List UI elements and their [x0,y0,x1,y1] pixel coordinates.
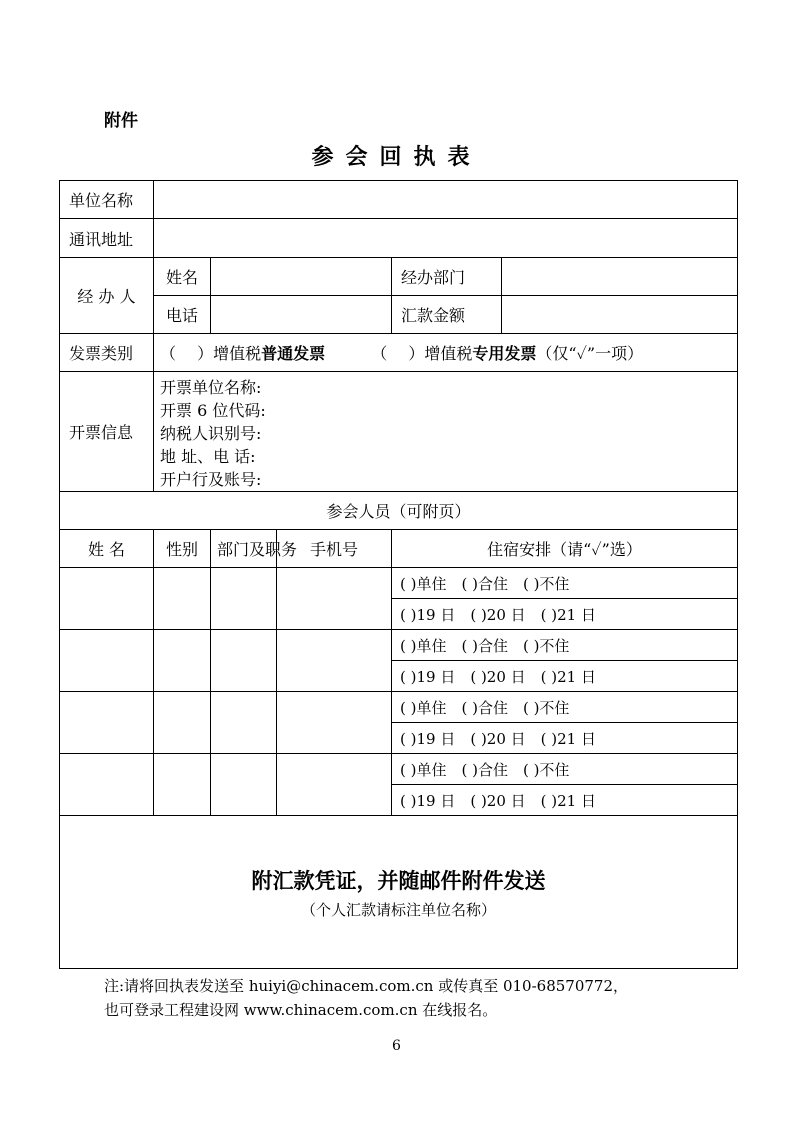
attendee-mobile-field[interactable] [277,754,392,816]
footer-note-line: 也可登录工程建设网 www.chinacem.com.cn 在线报名。 [104,1001,498,1019]
attendee-gender-field[interactable] [154,754,211,816]
handler-phone-label: 电话 [154,296,211,334]
registration-form-table [59,180,738,969]
col-gender: 性别 [154,530,211,568]
handler-label: 经 办 人 [60,258,154,334]
remittance-note-main: 附汇款凭证，并随邮件附件发送 [251,868,546,893]
attendees-header: 参会人员（可附页） [60,492,738,530]
remittance-note-sub: （个人汇款请标注单位名称） [301,900,497,919]
handler-phone-field[interactable] [211,296,392,334]
attendee-dept-field[interactable] [211,692,277,754]
address-label: 通讯地址 [60,219,154,258]
accommodation-options[interactable]: ( )单住 ( )合住 ( )不住 [392,754,738,785]
attendee-gender-field[interactable] [154,692,211,754]
invoice-option-note: （仅“✓”一项） [536,344,644,363]
accommodation-options[interactable]: ( )单住 ( )合住 ( )不住 [392,630,738,661]
accommodation-dates[interactable]: ( )19 日 ( )20 日 ( )21 日 [392,785,738,816]
page-number: 6 [392,1038,401,1054]
remittance-note-cell [60,816,738,969]
accommodation-options[interactable]: ( )单住 ( )合住 ( )不住 [392,568,738,599]
billing-info-field[interactable] [154,372,738,492]
remit-amount-label: 汇款金额 [392,296,502,334]
accommodation-dates[interactable]: ( )19 日 ( )20 日 ( )21 日 [392,599,738,630]
footer-note [104,974,744,1022]
unit-name-field[interactable] [154,181,738,219]
invoice-type-options[interactable] [154,334,738,372]
page-title: 参会回执表 [311,144,482,170]
invoice-option-normal-prefix: （ ）增值税 [160,344,262,363]
attendee-gender-field[interactable] [154,568,211,630]
attendee-dept-field[interactable] [211,630,277,692]
billing-info-label: 开票信息 [60,372,154,492]
handler-dept-field[interactable] [502,258,738,296]
accommodation-dates[interactable]: ( )19 日 ( )20 日 ( )21 日 [392,661,738,692]
handler-dept-label: 经办部门 [392,258,502,296]
unit-name-label: 单位名称 [60,181,154,219]
attendee-mobile-field[interactable] [277,630,392,692]
billing-line: 纳税人识别号: [160,424,262,443]
attendee-name-field[interactable] [60,630,154,692]
handler-name-label: 姓名 [154,258,211,296]
attendee-name-field[interactable] [60,568,154,630]
attendee-gender-field[interactable] [154,630,211,692]
attendee-name-field[interactable] [60,692,154,754]
attendee-mobile-field[interactable] [277,692,392,754]
accommodation-dates[interactable]: ( )19 日 ( )20 日 ( )21 日 [392,723,738,754]
col-mobile: 手机号 [277,530,392,568]
billing-line: 地 址、电 话: [160,447,256,466]
attachment-label: 附件 [104,111,138,131]
invoice-option-normal: 普通发票 [261,344,326,363]
billing-line: 开票单位名称: [160,378,262,397]
accommodation-options[interactable]: ( )单住 ( )合住 ( )不住 [392,692,738,723]
invoice-option-special: 专用发票 [472,344,537,363]
billing-line: 开票 6 位代码: [160,401,266,420]
attendee-dept-field[interactable] [211,754,277,816]
col-name: 姓 名 [60,530,154,568]
billing-line: 开户行及账号: [160,470,262,489]
attendee-mobile-field[interactable] [277,568,392,630]
attendee-name-field[interactable] [60,754,154,816]
address-field[interactable] [154,219,738,258]
handler-name-field[interactable] [211,258,392,296]
col-dept-position: 部门及职务 [211,530,277,568]
footer-note-line: 注:请将回执表发送至 huiyi@chinacem.com.cn 或传真至 010-68570772， [104,977,629,995]
remit-amount-field[interactable] [502,296,738,334]
invoice-type-label: 发票类别 [60,334,154,372]
col-accommodation: 住宿安排（请“✓”选） [392,530,738,568]
invoice-option-special-prefix: （ ）增值税 [371,344,473,363]
attendee-dept-field[interactable] [211,568,277,630]
